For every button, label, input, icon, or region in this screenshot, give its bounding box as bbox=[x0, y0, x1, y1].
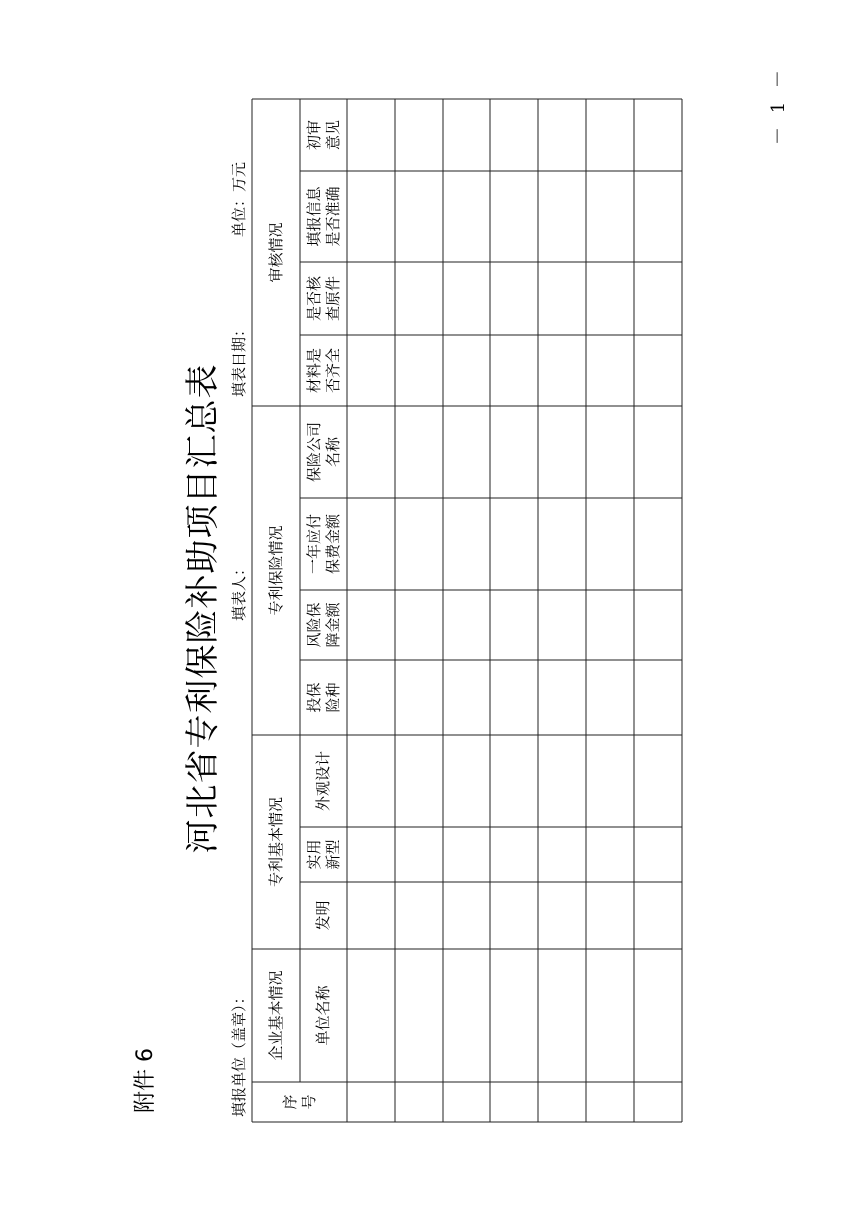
table-cell[interactable] bbox=[586, 171, 634, 262]
table-cell[interactable] bbox=[490, 99, 538, 171]
table-cell[interactable] bbox=[443, 660, 490, 735]
table-cell[interactable] bbox=[634, 99, 682, 171]
group-header-patent-line: 专利基本情况 bbox=[266, 797, 285, 888]
table-cell[interactable] bbox=[538, 99, 586, 171]
table-cell[interactable] bbox=[395, 882, 443, 949]
table-cell[interactable] bbox=[538, 590, 586, 660]
page-number: － 1 － bbox=[768, 66, 789, 145]
table-cell[interactable] bbox=[490, 262, 538, 335]
header-unit-name-line: 单位名称 bbox=[314, 985, 333, 1046]
header-invention-line: 发明 bbox=[314, 900, 333, 931]
table-cell[interactable] bbox=[347, 99, 395, 171]
table-cell[interactable] bbox=[538, 882, 586, 949]
filler-person-label: 填表人： bbox=[230, 560, 248, 621]
table-cell[interactable] bbox=[586, 590, 634, 660]
table-cell[interactable] bbox=[634, 406, 682, 498]
header-initial-opinion-line: 意见 bbox=[323, 120, 342, 151]
header-insurer-line: 保险公司 bbox=[304, 422, 323, 483]
header-insurance-type-text bbox=[305, 683, 343, 713]
header-insurance-type-line: 险种 bbox=[323, 682, 342, 713]
table-cell[interactable] bbox=[634, 1082, 682, 1122]
header-info-accurate-line: 是否准确 bbox=[323, 186, 342, 247]
table-cell[interactable] bbox=[586, 99, 634, 171]
table-cell[interactable] bbox=[586, 827, 634, 882]
table-cell[interactable] bbox=[395, 590, 443, 660]
table-cell[interactable] bbox=[586, 262, 634, 335]
header-materials-line: 材料是 bbox=[304, 348, 323, 394]
header-initial-opinion bbox=[300, 99, 347, 171]
table-cell[interactable] bbox=[443, 171, 490, 262]
table-cell[interactable] bbox=[490, 827, 538, 882]
table-cell[interactable] bbox=[586, 660, 634, 735]
header-insurer-line: 名称 bbox=[323, 437, 342, 468]
table-cell[interactable] bbox=[538, 262, 586, 335]
fill-date-label: 填表日期： bbox=[230, 321, 248, 397]
header-insurer-text bbox=[305, 422, 343, 482]
table-cell[interactable] bbox=[538, 660, 586, 735]
group-header-insurance bbox=[252, 406, 300, 735]
table-cell[interactable] bbox=[347, 949, 395, 1082]
group-header-patent bbox=[252, 735, 300, 949]
table-cell[interactable] bbox=[443, 590, 490, 660]
header-insurance-type bbox=[300, 660, 347, 735]
header-seq-line: 号 bbox=[299, 1094, 318, 1110]
header-insurer bbox=[300, 406, 347, 498]
group-header-patent-text bbox=[267, 797, 286, 887]
header-utility-model-line: 新型 bbox=[323, 839, 342, 870]
table-cell[interactable] bbox=[586, 882, 634, 949]
table-cell[interactable] bbox=[395, 660, 443, 735]
header-original-checked-line: 是否核 bbox=[304, 276, 323, 322]
table-cell[interactable] bbox=[490, 882, 538, 949]
table-cell[interactable] bbox=[586, 498, 634, 590]
header-risk-amount bbox=[300, 590, 347, 660]
table-cell[interactable] bbox=[490, 590, 538, 660]
group-header-review-text bbox=[267, 223, 286, 283]
table-cell[interactable] bbox=[443, 498, 490, 590]
table-cell[interactable] bbox=[347, 406, 395, 498]
group-header-company-line: 企业基本情况 bbox=[266, 970, 285, 1061]
table-cell[interactable] bbox=[490, 735, 538, 827]
header-premium-text bbox=[305, 514, 343, 574]
header-insurance-type-line: 投保 bbox=[304, 682, 323, 713]
table-cell[interactable] bbox=[443, 262, 490, 335]
table-cell[interactable] bbox=[347, 882, 395, 949]
header-unit-name-text bbox=[314, 986, 333, 1046]
table-cell[interactable] bbox=[443, 1082, 490, 1122]
table-cell[interactable] bbox=[347, 827, 395, 882]
header-materials bbox=[300, 335, 347, 406]
table-cell[interactable] bbox=[395, 99, 443, 171]
header-info-accurate-line: 填报信息 bbox=[304, 186, 323, 247]
header-utility-model-text bbox=[305, 840, 343, 870]
table-cell[interactable] bbox=[634, 949, 682, 1082]
header-materials-text bbox=[305, 348, 343, 393]
table-cell[interactable] bbox=[634, 660, 682, 735]
filler-unit-label: 填报单位（盖章）： bbox=[230, 989, 248, 1117]
header-invention-text bbox=[314, 901, 333, 931]
header-risk-amount-line: 风险保 bbox=[304, 602, 323, 648]
header-utility-model-line: 实用 bbox=[304, 839, 323, 870]
header-design-line: 外观设计 bbox=[314, 751, 333, 812]
table-cell[interactable] bbox=[538, 827, 586, 882]
table-cell[interactable] bbox=[395, 827, 443, 882]
table-cell[interactable] bbox=[490, 171, 538, 262]
unit-label: 单位：万元 bbox=[230, 161, 248, 237]
table-cell[interactable] bbox=[443, 335, 490, 406]
header-design bbox=[300, 735, 347, 827]
group-header-company bbox=[252, 949, 300, 1082]
table-cell[interactable] bbox=[347, 590, 395, 660]
header-premium-line: 保费金额 bbox=[323, 514, 342, 575]
header-info-accurate-text bbox=[305, 187, 343, 247]
table-cell[interactable] bbox=[347, 498, 395, 590]
table-cell[interactable] bbox=[538, 735, 586, 827]
header-materials-line: 否齐全 bbox=[323, 348, 342, 394]
table-cell[interactable] bbox=[443, 882, 490, 949]
table-cell[interactable] bbox=[538, 498, 586, 590]
table-cell[interactable] bbox=[395, 171, 443, 262]
table-cell[interactable] bbox=[347, 335, 395, 406]
table-cell[interactable] bbox=[586, 335, 634, 406]
table-cell[interactable] bbox=[395, 335, 443, 406]
header-seq-text bbox=[281, 1095, 319, 1110]
table-cell[interactable] bbox=[443, 99, 490, 171]
header-original-checked bbox=[300, 262, 347, 335]
table-cell[interactable] bbox=[443, 827, 490, 882]
table-cell[interactable] bbox=[538, 406, 586, 498]
table-cell[interactable] bbox=[634, 590, 682, 660]
header-risk-amount-line: 障金额 bbox=[323, 602, 342, 648]
table-cell[interactable] bbox=[490, 335, 538, 406]
table-cell[interactable] bbox=[538, 335, 586, 406]
table-cell[interactable] bbox=[634, 262, 682, 335]
group-header-review-line: 审核情况 bbox=[266, 222, 285, 283]
table-cell[interactable] bbox=[395, 1082, 443, 1122]
group-header-insurance-text bbox=[267, 526, 286, 616]
table-cell[interactable] bbox=[538, 1082, 586, 1122]
header-seq-line: 序 bbox=[280, 1094, 299, 1110]
table-cell[interactable] bbox=[347, 262, 395, 335]
table-cell[interactable] bbox=[634, 882, 682, 949]
table-cell[interactable] bbox=[586, 949, 634, 1082]
table-cell[interactable] bbox=[490, 660, 538, 735]
table-cell[interactable] bbox=[395, 949, 443, 1082]
header-info-accurate bbox=[300, 171, 347, 262]
table-cell[interactable] bbox=[395, 498, 443, 590]
table-cell[interactable] bbox=[443, 406, 490, 498]
group-header-company-text bbox=[267, 971, 286, 1061]
header-initial-opinion-text bbox=[305, 120, 343, 150]
header-initial-opinion-line: 初审 bbox=[304, 120, 323, 151]
table-cell[interactable] bbox=[634, 171, 682, 262]
table-cell[interactable] bbox=[347, 660, 395, 735]
table-cell[interactable] bbox=[395, 735, 443, 827]
table-cell[interactable] bbox=[634, 827, 682, 882]
header-original-checked-text bbox=[305, 276, 343, 321]
table-cell[interactable] bbox=[443, 735, 490, 827]
header-invention bbox=[300, 882, 347, 949]
table-cell[interactable] bbox=[347, 735, 395, 827]
header-design-text bbox=[314, 751, 333, 811]
header-original-checked-line: 查原件 bbox=[323, 276, 342, 322]
header-seq bbox=[252, 1082, 347, 1122]
table-cell[interactable] bbox=[347, 1082, 395, 1122]
table-cell[interactable] bbox=[586, 1082, 634, 1122]
table-cell[interactable] bbox=[586, 406, 634, 498]
table-cell[interactable] bbox=[395, 406, 443, 498]
table-cell[interactable] bbox=[490, 498, 538, 590]
table-cell[interactable] bbox=[634, 735, 682, 827]
header-premium-line: 一年应付 bbox=[304, 514, 323, 575]
table-cell[interactable] bbox=[634, 498, 682, 590]
header-utility-model bbox=[300, 827, 347, 882]
group-header-review bbox=[252, 99, 300, 406]
table-cell[interactable] bbox=[395, 262, 443, 335]
group-header-insurance-line: 专利保险情况 bbox=[266, 525, 285, 616]
table-cell[interactable] bbox=[538, 949, 586, 1082]
page-title: 河北省专利保险补助项目汇总表 bbox=[183, 363, 223, 854]
attachment-label: 附件 6 bbox=[133, 1048, 158, 1113]
table-cell[interactable] bbox=[490, 1082, 538, 1122]
table-cell[interactable] bbox=[443, 949, 490, 1082]
table-cell[interactable] bbox=[347, 171, 395, 262]
table-cell[interactable] bbox=[634, 335, 682, 406]
table-cell[interactable] bbox=[490, 949, 538, 1082]
header-risk-amount-text bbox=[305, 603, 343, 648]
table-cell[interactable] bbox=[586, 735, 634, 827]
table-cell[interactable] bbox=[490, 406, 538, 498]
table-cell[interactable] bbox=[538, 171, 586, 262]
header-premium bbox=[300, 498, 347, 590]
header-unit-name bbox=[300, 949, 347, 1082]
